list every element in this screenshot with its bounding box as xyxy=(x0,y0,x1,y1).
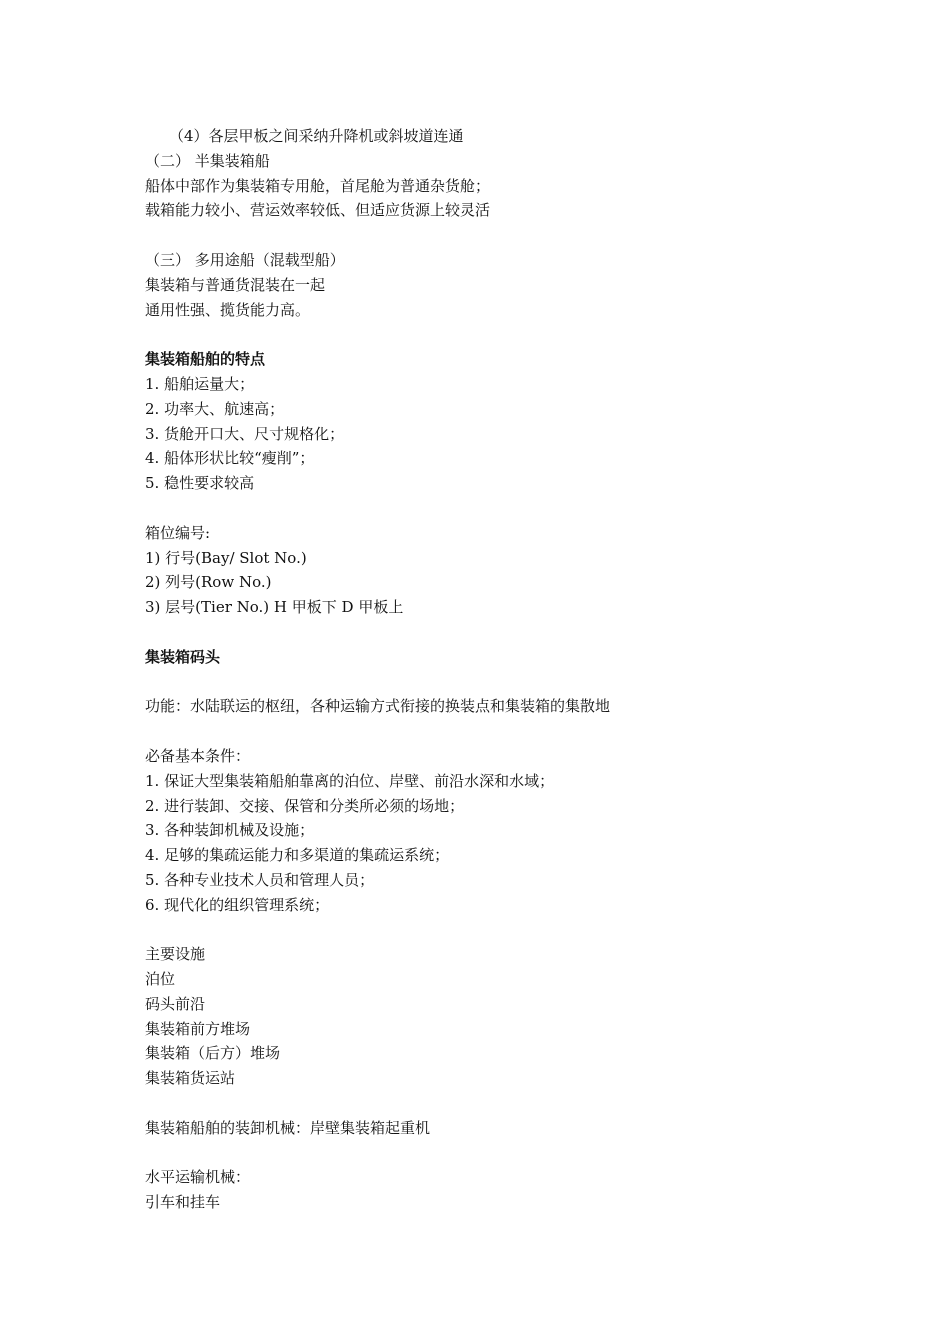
blank-line xyxy=(145,496,845,521)
list-item: 3) 层号(Tier No.) H 甲板下 D 甲板上 xyxy=(145,598,404,617)
text-line: 引车和挂车 xyxy=(145,1193,221,1212)
text-line: 载箱能力较小、营运效率较低、但适应货源上较灵活 xyxy=(145,201,491,220)
section-heading: （二） 半集装箱船 xyxy=(145,151,270,170)
text-line: 码头前沿 xyxy=(145,994,206,1013)
text-line: 通用性强、揽货能力高。 xyxy=(145,300,311,319)
text-line: 集装箱（后方）堆场 xyxy=(145,1044,281,1063)
blank-line xyxy=(145,322,845,347)
list-item: 6. 现代化的组织管理系统； xyxy=(145,895,330,914)
blank-line xyxy=(145,670,845,695)
text-line: 水平运输机械： xyxy=(145,1168,251,1187)
blank-line xyxy=(145,620,845,645)
list-item: 1) 行号(Bay/ Slot No.) xyxy=(145,548,307,567)
text-line: 集装箱货运站 xyxy=(145,1069,236,1088)
blank-line xyxy=(145,223,845,248)
list-item: 1. 船舶运量大； xyxy=(145,374,255,393)
list-item: 1. 保证大型集装箱船舶靠离的泊位、岸壁、前沿水深和水域； xyxy=(145,771,555,790)
text-line: 箱位编号: xyxy=(145,523,211,542)
list-item: 3. 货舱开口大、尺寸规格化； xyxy=(145,424,345,443)
list-item: 4. 船体形状比较“瘦削”； xyxy=(145,449,315,468)
bold-heading: 集装箱船舶的特点 xyxy=(145,350,266,369)
blank-line xyxy=(145,918,845,943)
blank-line xyxy=(145,1141,845,1166)
section-heading: （三） 多用途船（混载型船） xyxy=(145,250,345,269)
list-item: 2. 进行装卸、交接、保管和分类所必须的场地； xyxy=(145,796,465,815)
bold-heading: 集装箱码头 xyxy=(145,647,221,666)
text-line: 功能：水陆联运的枢纽，各种运输方式衔接的换装点和集装箱的集散地 xyxy=(145,697,611,716)
text-line: （4）各层甲板之间采纳升降机或斜坡道连通 xyxy=(169,127,464,145)
text-line: 集装箱船舶的装卸机械：岸壁集装箱起重机 xyxy=(145,1118,431,1137)
list-item: 4. 足够的集疏运能力和多渠道的集疏运系统； xyxy=(145,846,450,865)
document-page xyxy=(145,124,845,1215)
list-item: 5. 稳性要求较高 xyxy=(145,474,255,493)
blank-line xyxy=(145,1091,845,1116)
text-line: 主要设施 xyxy=(145,945,206,964)
list-item: 3. 各种装卸机械及设施； xyxy=(145,821,315,840)
text-line: 集装箱与普通货混装在一起 xyxy=(145,275,326,294)
list-item: 2) 列号(Row No.) xyxy=(145,573,272,592)
list-item: 5. 各种专业技术人员和管理人员； xyxy=(145,870,375,889)
text-line: 船体中部作为集装箱专用舱，首尾舱为普通杂货舱； xyxy=(145,176,491,195)
list-item: 2. 功率大、航速高； xyxy=(145,399,285,418)
text-line: 集装箱前方堆场 xyxy=(145,1019,251,1038)
blank-line xyxy=(145,719,845,744)
text-line: 泊位 xyxy=(145,970,176,989)
text-line: 必备基本条件： xyxy=(145,746,251,765)
